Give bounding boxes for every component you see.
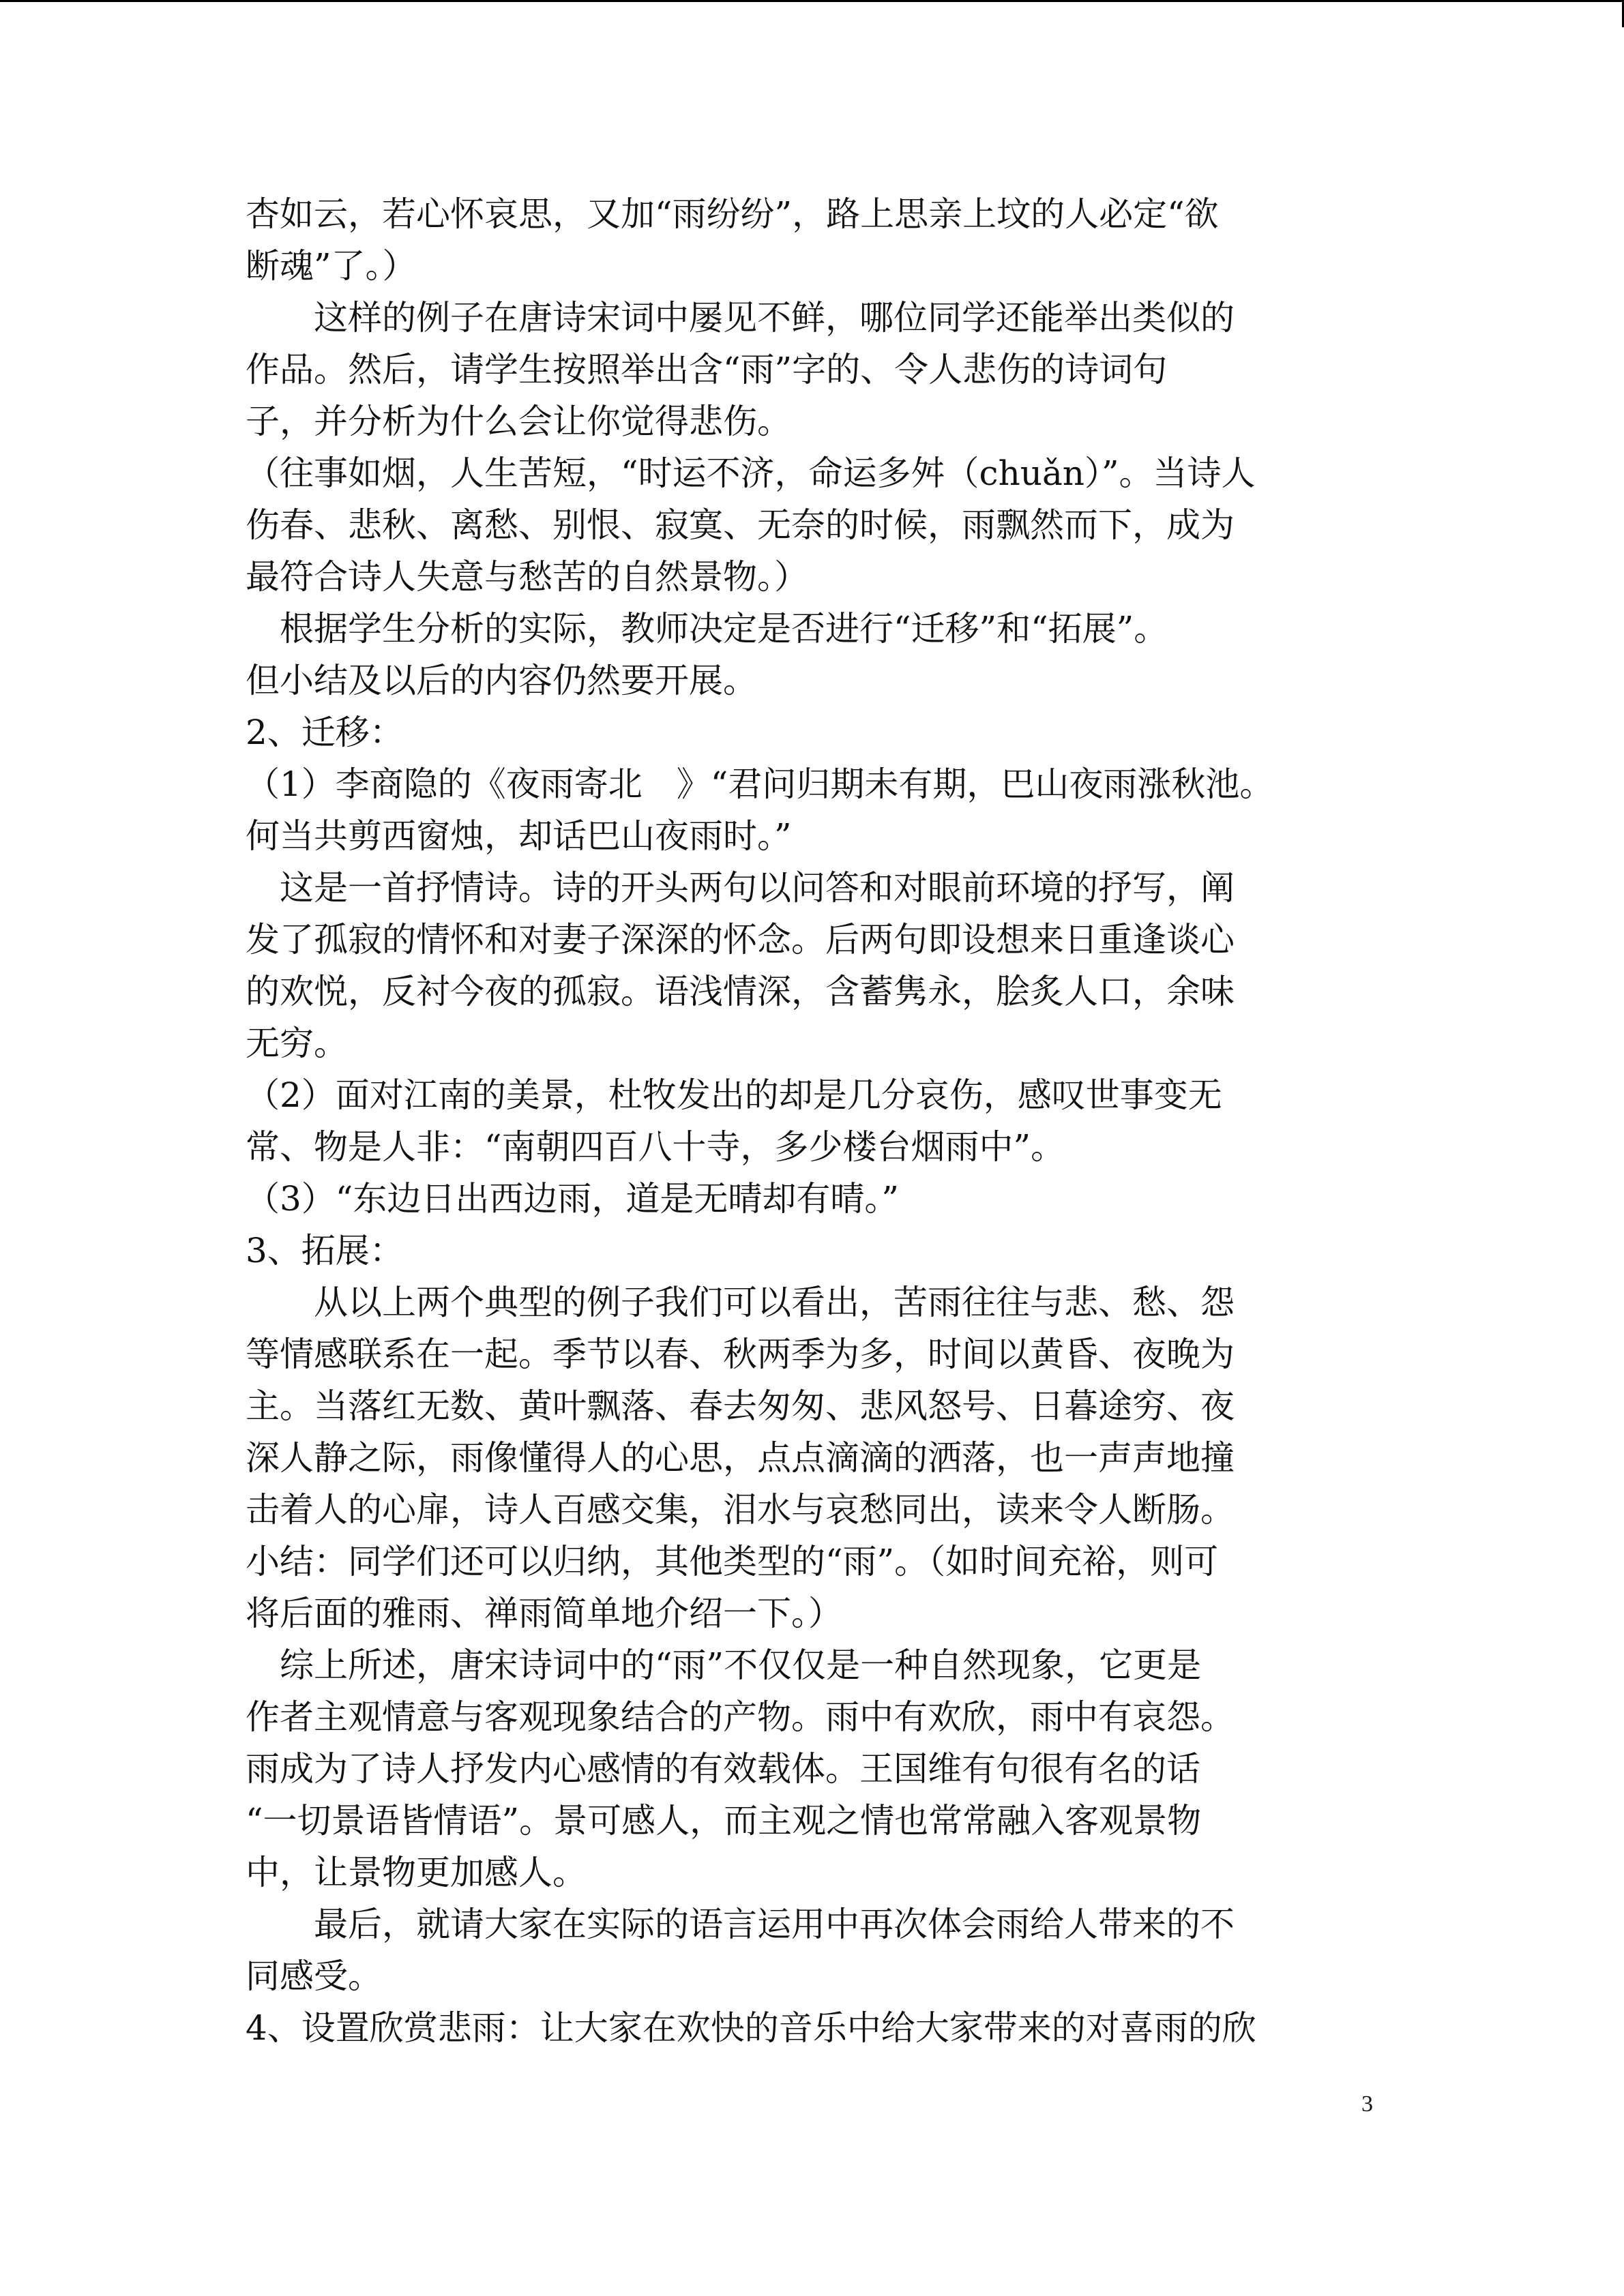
page-number: 3: [1361, 2091, 1373, 2117]
text-line: 作者主观情意与客观现象结合的产物。雨中有欢欣，雨中有哀怨。: [246, 1697, 1235, 1737]
text-line: 4、设置欣赏悲雨：让大家在欢快的音乐中给大家带来的对喜雨的欣: [246, 2008, 1256, 2048]
text-line: 断魂”了。）: [246, 246, 417, 286]
text-line: （往事如烟，人生苦短，“时运不济，命运多舛（chuǎn）”。当诗人: [246, 453, 1256, 493]
text-line: 发了孤寂的情怀和对妻子深深的怀念。后两句即设想来日重逢谈心: [246, 920, 1235, 959]
text-line: 的欢悦，反衬今夜的孤寂。语浅情深，含蓄隽永，脍炙人口，余味: [246, 972, 1235, 1011]
text-line: （3）“东边日出西边雨，道是无晴却有晴。”: [246, 1179, 899, 1219]
text-line: （1）李商隐的《夜雨寄北 》“君问归期未有期，巴山夜雨涨秋池。: [246, 764, 1274, 804]
text-line: 根据学生分析的实际，教师决定是否进行“迁移”和“拓展”。: [246, 609, 1168, 648]
text-line: 将后面的雅雨、禅雨简单地介绍一下。）: [246, 1594, 842, 1633]
text-line: 这是一首抒情诗。诗的开头两句以问答和对眼前环境的抒写，阐: [246, 868, 1235, 908]
text-line: 杏如云，若心怀哀思，又加“雨纷纷”，路上思亲上坟的人必定“欲: [246, 194, 1219, 234]
section-heading: 3、拓展：: [246, 1231, 404, 1270]
text-line: 作品。然后，请学生按照举出含“雨”字的、令人悲伤的诗词句: [246, 350, 1168, 389]
text-line: 最后，就请大家在实际的语言运用中再次体会雨给人带来的不: [246, 1905, 1235, 1944]
text-line: 等情感联系在一起。季节以春、秋两季为多，时间以黄昏、夜晚为: [246, 1335, 1235, 1374]
text-line: 综上所述，唐宋诗词中的“雨”不仅仅是一种自然现象，它更是: [246, 1645, 1202, 1685]
text-line: 深人静之际，雨像懂得人的心思，点点滴滴的洒落，也一声声地撞: [246, 1438, 1235, 1478]
document-body: [246, 188, 1378, 2054]
text-line: “一切景语皆情语”。景可感人，而主观之情也常常融入客观景物: [246, 1801, 1202, 1840]
text-line: 无穷。: [246, 1024, 348, 1063]
text-line: 但小结及以后的内容仍然要开展。: [246, 661, 757, 700]
text-line: 这样的例子在唐诗宋词中屡见不鲜，哪位同学还能举出类似的: [246, 298, 1235, 338]
text-line: 同感受。: [246, 1956, 382, 1996]
text-line: 从以上两个典型的例子我们可以看出，苦雨往往与悲、愁、怨: [246, 1283, 1235, 1322]
text-line: 中，让景物更加感人。: [246, 1853, 587, 1892]
text-line: 伤春、悲秋、离愁、别恨、寂寞、无奈的时候，雨飘然而下，成为: [246, 505, 1235, 545]
text-line: 主。当落红无数、黄叶飘落、春去匆匆、悲风怒号、日暮途穷、夜: [246, 1386, 1235, 1426]
text-line: 击着人的心扉，诗人百感交集，泪水与哀愁同出，读来令人断肠。: [246, 1490, 1235, 1530]
text-line: 何当共剪西窗烛，却话巴山夜雨时。”: [246, 816, 792, 856]
top-border-line: [0, 0, 1624, 2]
text-line: 最符合诗人失意与愁苦的自然景物。）: [246, 557, 808, 597]
text-line: 子，并分析为什么会让你觉得悲伤。: [246, 402, 791, 441]
text-line: 小结：同学们还可以归纳，其他类型的“雨”。（如时间充裕，则可: [246, 1542, 1219, 1581]
text-line: 常、物是人非：“南朝四百八十寺，多少楼台烟雨中”。: [246, 1127, 1065, 1167]
section-heading: 2、迁移：: [246, 713, 404, 752]
text-line: 雨成为了诗人抒发内心感情的有效载体。王国维有句很有名的话: [246, 1749, 1200, 1789]
text-line: （2）面对江南的美景，杜牧发出的却是几分哀伤，感叹世事变无: [246, 1075, 1222, 1115]
